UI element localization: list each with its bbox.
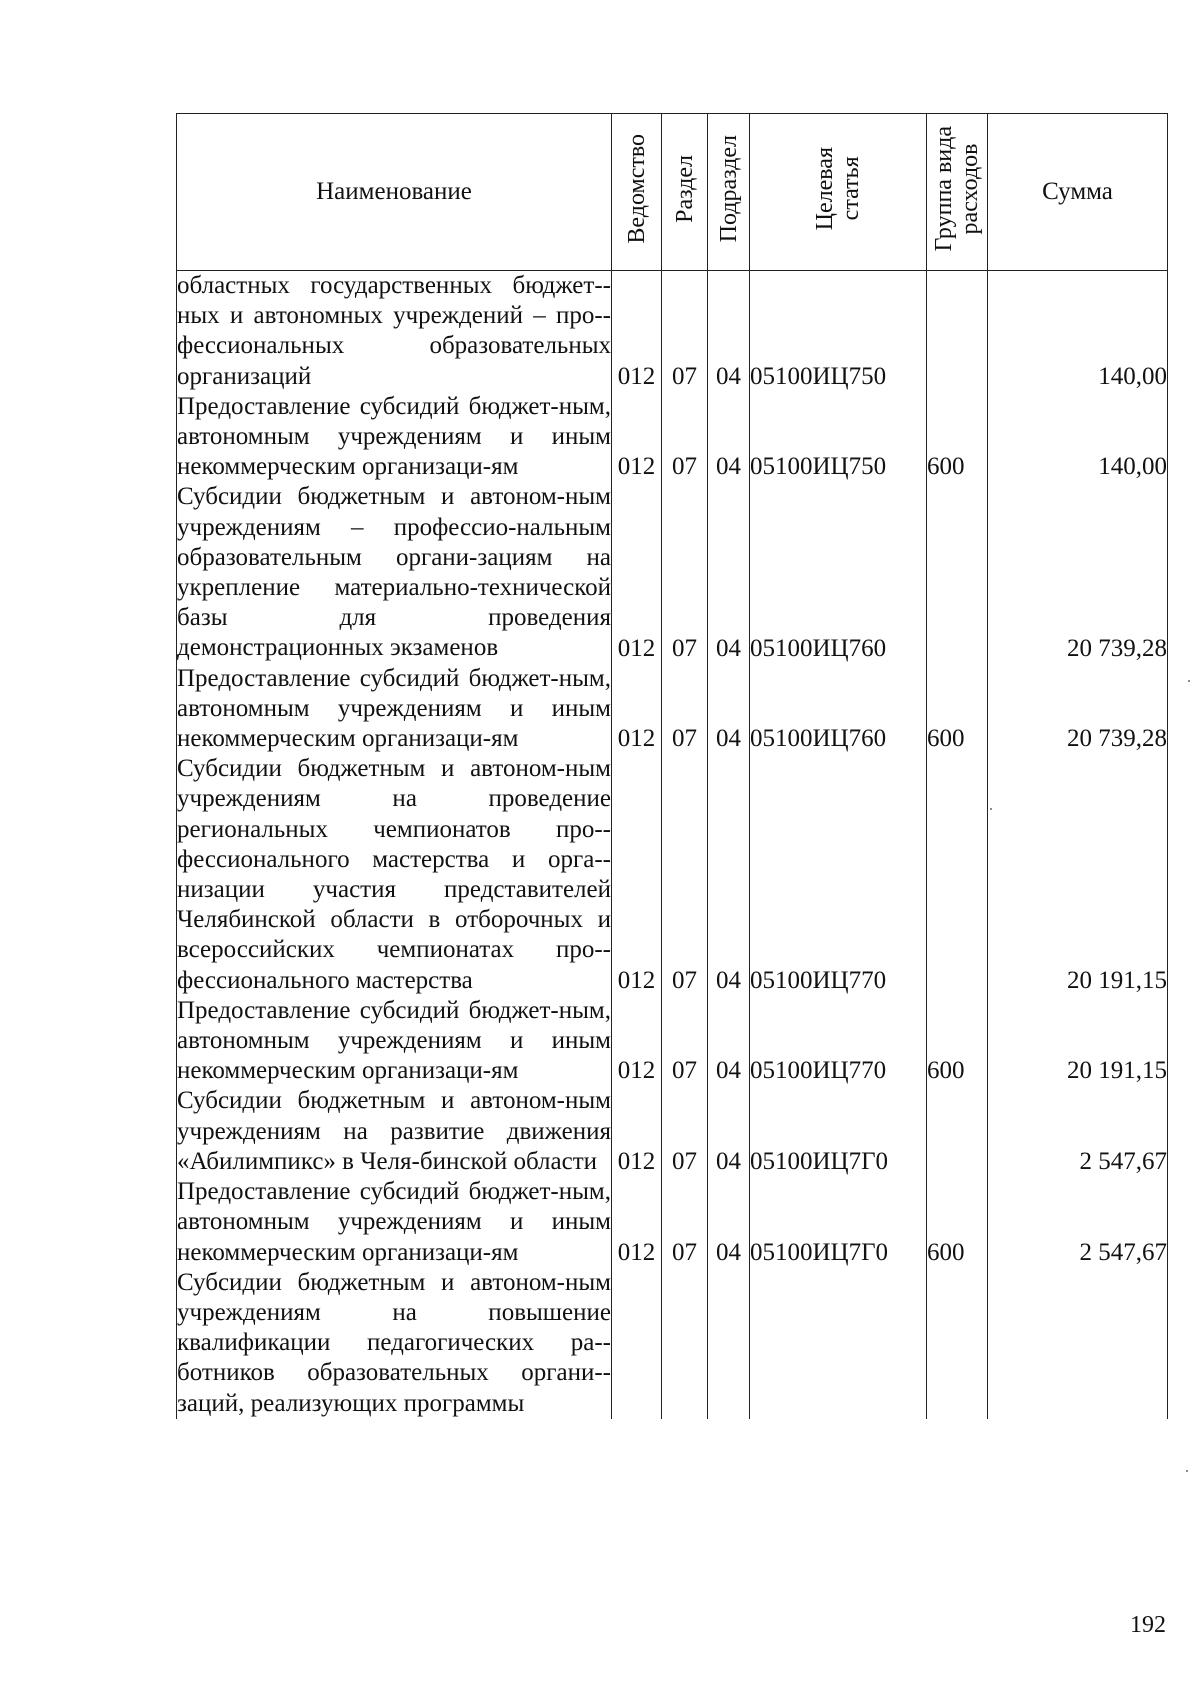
row-vedomstvo: 012 bbox=[612, 996, 662, 1087]
row-razdel: 07 bbox=[662, 271, 708, 392]
row-summa: 20 739,28 bbox=[988, 482, 1168, 663]
row-summa bbox=[988, 1268, 1168, 1419]
row-tselevaya: 05100ИЦ760 bbox=[750, 482, 927, 663]
row-name: Предоставление субсидий бюджет-ным, автономным учреждениям и иным некоммерческим организаци-ям bbox=[177, 996, 612, 1087]
row-vedomstvo: 012 bbox=[612, 482, 662, 663]
row-podrazdel: 04 bbox=[708, 1177, 750, 1268]
row-razdel: 07 bbox=[662, 392, 708, 483]
row-podrazdel: 04 bbox=[708, 482, 750, 663]
table-row bbox=[177, 1268, 1168, 1419]
row-podrazdel: 04 bbox=[708, 392, 750, 483]
header-summa: Сумма bbox=[988, 114, 1168, 271]
table-row bbox=[177, 1086, 1168, 1177]
row-tselevaya bbox=[750, 1268, 927, 1419]
table-row bbox=[177, 482, 1168, 663]
row-gruppa: 600 bbox=[927, 1177, 988, 1268]
row-gruppa: 600 bbox=[927, 996, 988, 1087]
header-vedomstvo: Ведомство bbox=[612, 114, 662, 271]
scan-speck bbox=[990, 808, 992, 810]
row-name: Предоставление субсидий бюджет-ным, автономным учреждениям и иным некоммерческим организаци-ям bbox=[177, 1177, 612, 1268]
row-name: Предоставление субсидий бюджет-ным, автономным учреждениям и иным некоммерческим организаци-ям bbox=[177, 664, 612, 755]
row-razdel: 07 bbox=[662, 754, 708, 996]
table-header-row bbox=[177, 114, 1168, 271]
row-gruppa: 600 bbox=[927, 392, 988, 483]
row-vedomstvo: 012 bbox=[612, 664, 662, 755]
row-tselevaya: 05100ИЦ750 bbox=[750, 271, 927, 392]
table-row bbox=[177, 1177, 1168, 1268]
table-row bbox=[177, 271, 1168, 392]
row-razdel: 07 bbox=[662, 482, 708, 663]
row-gruppa bbox=[927, 1086, 988, 1177]
header-razdel: Раздел bbox=[662, 114, 708, 271]
row-podrazdel: 04 bbox=[708, 996, 750, 1087]
table-row bbox=[177, 754, 1168, 996]
table-row bbox=[177, 996, 1168, 1087]
row-summa: 20 191,15 bbox=[988, 996, 1168, 1087]
row-name: Субсидии бюджетным и автоном-ным учреждениям на проведение региональных чемпионатов про-фессионального мастерства и орга-низации участия представителей Челябинской области в отборочных и всероссийских чемпионатах про-фессионального мастерства bbox=[177, 754, 612, 996]
row-name: Субсидии бюджетным и автоном-ным учреждениям на повышение квалификации педагогических ра-ботников образовательных органи-заций, реализующих программы bbox=[177, 1268, 612, 1419]
row-vedomstvo: 012 bbox=[612, 271, 662, 392]
header-gruppa-vida-rashodov: Группа вида расходов bbox=[927, 114, 988, 271]
row-tselevaya: 05100ИЦ750 bbox=[750, 392, 927, 483]
row-podrazdel: 04 bbox=[708, 664, 750, 755]
row-podrazdel: 04 bbox=[708, 754, 750, 996]
row-summa: 20 739,28 bbox=[988, 664, 1168, 755]
row-tselevaya: 05100ИЦ7Г0 bbox=[750, 1177, 927, 1268]
row-tselevaya: 05100ИЦ770 bbox=[750, 754, 927, 996]
budget-table bbox=[176, 113, 1168, 1419]
row-summa: 140,00 bbox=[988, 271, 1168, 392]
table-row bbox=[177, 392, 1168, 483]
row-name: Предоставление субсидий бюджет-ным, автономным учреждениям и иным некоммерческим организаци-ям bbox=[177, 392, 612, 483]
row-summa: 140,00 bbox=[988, 392, 1168, 483]
row-summa: 20 191,15 bbox=[988, 754, 1168, 996]
row-gruppa: 600 bbox=[927, 664, 988, 755]
row-vedomstvo: 012 bbox=[612, 1086, 662, 1177]
row-summa: 2 547,67 bbox=[988, 1177, 1168, 1268]
row-razdel: 07 bbox=[662, 1086, 708, 1177]
row-gruppa bbox=[927, 1268, 988, 1419]
row-gruppa bbox=[927, 754, 988, 996]
header-podrazdel: Подраздел bbox=[708, 114, 750, 271]
table-row bbox=[177, 664, 1168, 755]
row-vedomstvo: 012 bbox=[612, 1177, 662, 1268]
scan-speck bbox=[1186, 1470, 1188, 1472]
row-tselevaya: 05100ИЦ7Г0 bbox=[750, 1086, 927, 1177]
row-razdel: 07 bbox=[662, 1177, 708, 1268]
row-summa: 2 547,67 bbox=[988, 1086, 1168, 1177]
row-vedomstvo: 012 bbox=[612, 392, 662, 483]
header-tselevaya-statya: Целевая статья bbox=[750, 114, 927, 271]
header-name: Наименование bbox=[177, 114, 612, 271]
row-gruppa bbox=[927, 482, 988, 663]
row-vedomstvo: 012 bbox=[612, 754, 662, 996]
row-vedomstvo bbox=[612, 1268, 662, 1419]
row-name: Субсидии бюджетным и автоном-ным учреждениям на развитие движения «Абилимпикс» в Челя-бинской области bbox=[177, 1086, 612, 1177]
row-tselevaya: 05100ИЦ770 bbox=[750, 996, 927, 1087]
row-razdel: 07 bbox=[662, 996, 708, 1087]
row-podrazdel bbox=[708, 1268, 750, 1419]
row-name: Субсидии бюджетным и автоном-ным учреждениям – профессио-нальным образовательным органи-зациям на укрепление материально-технической базы для проведения демонстрационных экзаменов bbox=[177, 482, 612, 663]
row-razdel bbox=[662, 1268, 708, 1419]
row-tselevaya: 05100ИЦ760 bbox=[750, 664, 927, 755]
row-name: областных государственных бюджет-ных и автономных учреждений – про-фессиональных образовательных организаций bbox=[177, 271, 612, 392]
row-podrazdel: 04 bbox=[708, 1086, 750, 1177]
scan-speck bbox=[1188, 680, 1190, 682]
row-gruppa bbox=[927, 271, 988, 392]
page-number: 192 bbox=[1130, 1612, 1166, 1638]
row-razdel: 07 bbox=[662, 664, 708, 755]
row-podrazdel: 04 bbox=[708, 271, 750, 392]
